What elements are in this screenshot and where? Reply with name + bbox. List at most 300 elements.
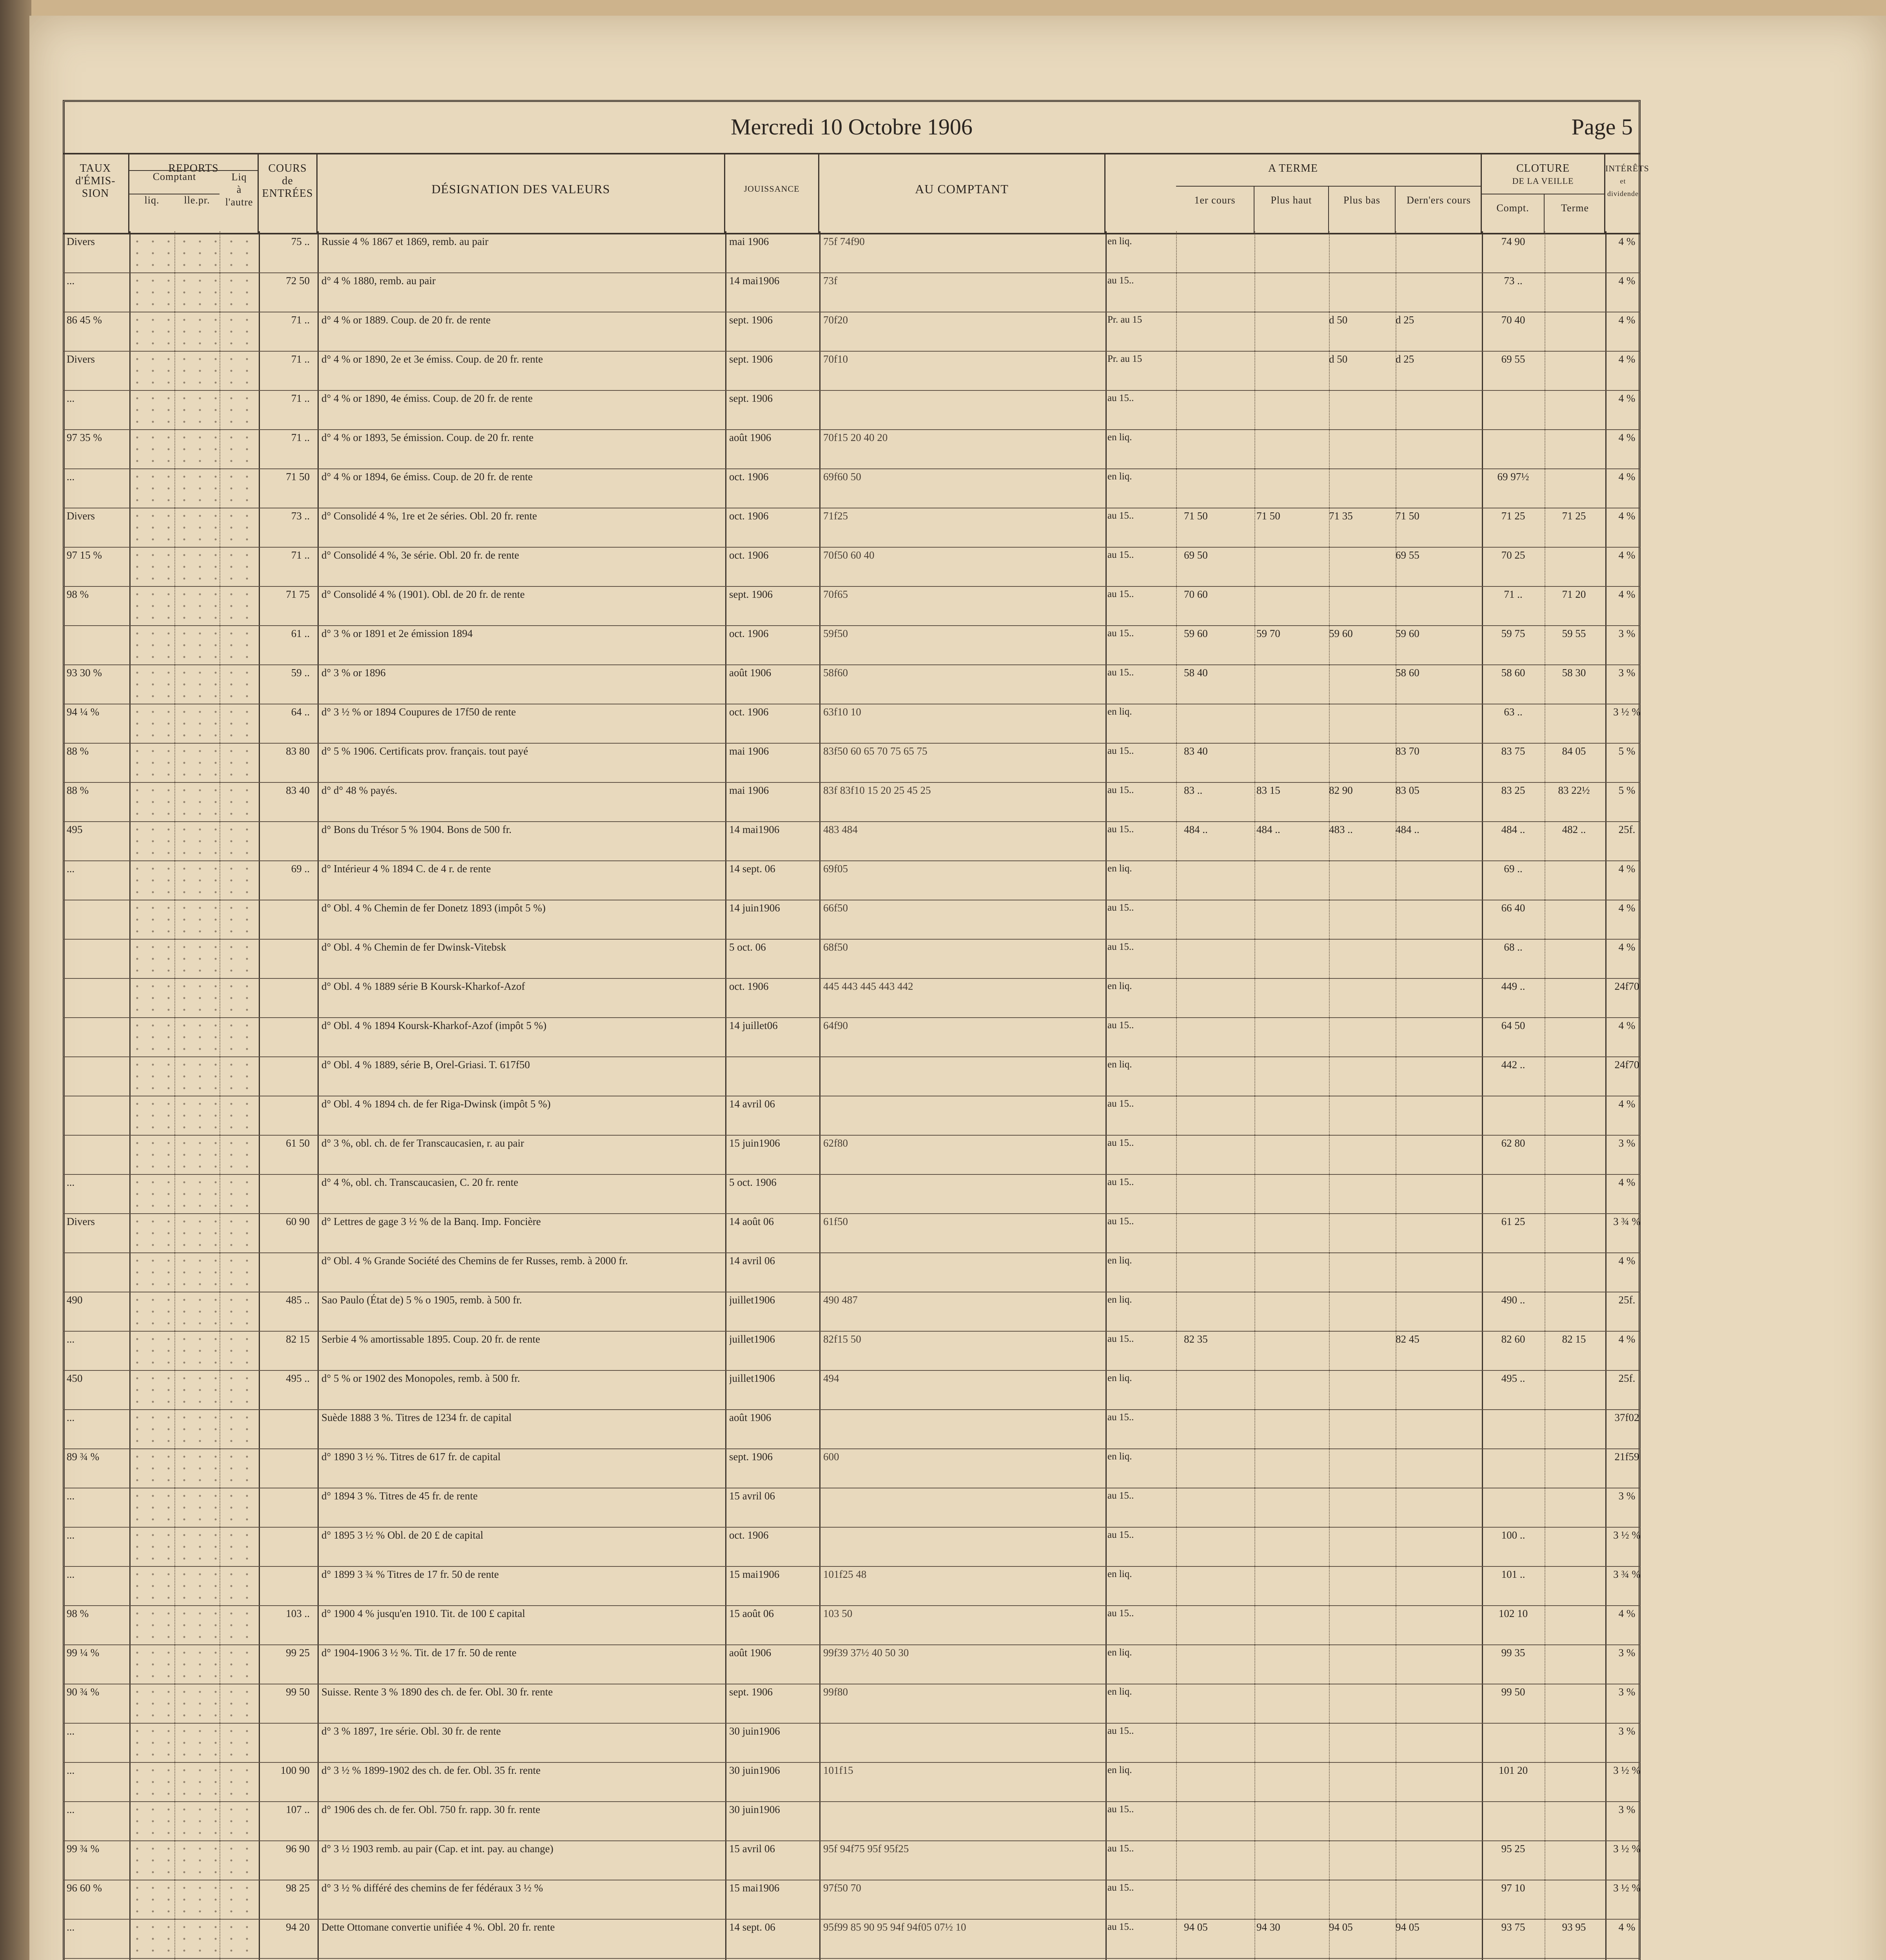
cell-jouis: mai 1906	[729, 745, 769, 757]
cell-t2: 484 ..	[1256, 824, 1280, 835]
cell-desig: d° 3 % or 1896	[321, 667, 386, 679]
cell-cours: 69 ..	[291, 863, 310, 875]
table-row	[63, 1292, 1641, 1332]
cell-desig: Russie 4 % 1867 et 1869, remb. au pair	[321, 236, 488, 247]
cell-terme: au 15..	[1107, 942, 1134, 952]
cell-t4: 83 05	[1396, 784, 1419, 796]
cell-int1: 4 %	[1618, 588, 1636, 600]
cell-taux: ...	[67, 1764, 75, 1776]
cell-taux: 98 %	[67, 588, 89, 600]
cell-int1: 3 %	[1618, 1686, 1636, 1698]
cell-cl1: 71 ..	[1504, 588, 1523, 600]
cell-int1: 25f.	[1618, 1372, 1636, 1384]
cell-taux: ...	[67, 1529, 75, 1541]
table-row	[63, 1213, 1641, 1253]
cell-int1: 4 %	[1618, 1608, 1636, 1619]
cell-int1: 3 ½ %	[1613, 706, 1641, 718]
cell-jouis: 30 juin1906	[729, 1764, 780, 1776]
cell-compt: 445 443 445 443 442	[823, 980, 913, 992]
cell-cours: 485 ..	[286, 1294, 310, 1306]
cell-cl1: 74 90	[1501, 236, 1525, 247]
cell-taux: 94 ¼ %	[67, 706, 100, 718]
cell-cours: 72 50	[286, 275, 310, 287]
cell-jouis: 15 mai1906	[729, 1882, 780, 1894]
cell-taux: 97 15 %	[67, 549, 102, 561]
table-row	[63, 1135, 1641, 1175]
cell-taux: ...	[67, 1333, 75, 1345]
report-dot-leaders	[129, 1843, 255, 1878]
table-row	[63, 704, 1641, 744]
cell-int1: 37f02	[1614, 1412, 1639, 1423]
cell-t2: 94 30	[1256, 1921, 1280, 1933]
cell-jouis: août 1906	[729, 432, 771, 443]
cell-compt: 68f50	[823, 941, 848, 953]
cell-int1: 4 %	[1618, 549, 1636, 561]
cell-int1: 4 %	[1618, 902, 1636, 914]
cell-taux: 490	[67, 1294, 83, 1306]
cell-cl2: 58 30	[1562, 667, 1586, 679]
header-a-terme	[1105, 154, 1482, 233]
cell-int1: 3 ¾ %	[1613, 1568, 1641, 1580]
cell-taux: 93 30 %	[67, 667, 102, 679]
report-dot-leaders	[129, 432, 255, 467]
cell-int1: 4 %	[1618, 1098, 1636, 1110]
cell-desig: d° Obl. 4 % Chemin de fer Donetz 1893 (impôt 5 %)	[321, 902, 546, 914]
cell-cl1: 93 75	[1501, 1921, 1525, 1933]
cell-t3: 59 60	[1329, 628, 1353, 639]
cell-cl1: 97 10	[1501, 1882, 1525, 1894]
cell-compt: 99f39 37½ 40 50 30	[823, 1647, 909, 1659]
report-dot-leaders	[129, 1176, 255, 1212]
cell-terme: au 15..	[1107, 1412, 1134, 1423]
table-row	[63, 390, 1641, 430]
table-row	[63, 547, 1641, 587]
cell-terme: au 15..	[1107, 275, 1134, 286]
cell-desig: d° 1904-1906 3 ½ %. Tit. de 17 fr. 50 de rente	[321, 1647, 517, 1659]
cell-jouis: 15 août 06	[729, 1608, 774, 1619]
cell-desig: d° 1895 3 ½ % Obl. de 20 £ de capital	[321, 1529, 483, 1541]
table-row	[63, 1605, 1641, 1645]
cell-taux: 97 35 %	[67, 432, 102, 443]
table-row	[63, 1762, 1641, 1802]
table-row	[63, 429, 1641, 469]
report-dot-leaders	[129, 1137, 255, 1172]
header-comptant: Comptant	[129, 170, 220, 194]
cell-cl1: 59 75	[1501, 628, 1525, 639]
cell-cl1: 495 ..	[1501, 1372, 1525, 1384]
header-terme: Terme	[1545, 194, 1605, 233]
cell-jouis: août 1906	[729, 667, 771, 679]
header-liq-autre	[220, 170, 259, 233]
cell-cl2: 84 05	[1562, 745, 1586, 757]
report-dot-leaders	[129, 1216, 255, 1251]
cell-cl1: 99 35	[1501, 1647, 1525, 1659]
cell-int1: 4 %	[1618, 275, 1636, 287]
table-row	[63, 1488, 1641, 1528]
table-row	[63, 351, 1641, 391]
cell-compt: 101f25 48	[823, 1568, 867, 1580]
cell-int1: 4 %	[1618, 941, 1636, 953]
table-row	[63, 1096, 1641, 1136]
cell-cl2: 482 ..	[1562, 824, 1586, 835]
cell-jouis: oct. 1906	[729, 628, 769, 639]
cell-terme: en liq.	[1107, 236, 1132, 247]
cell-jouis: oct. 1906	[729, 510, 769, 522]
header-dernier-cours: Dern'ers cours	[1396, 186, 1482, 233]
header-taux-1: TAUX	[80, 162, 111, 174]
report-dot-leaders	[129, 1804, 255, 1839]
cell-t3: 82 90	[1329, 784, 1353, 796]
report-dot-leaders	[129, 275, 255, 310]
cell-desig: Suède 1888 3 %. Titres de 1234 fr. de capital	[321, 1412, 512, 1423]
report-dot-leaders	[129, 1490, 255, 1525]
cell-jouis: 14 mai1906	[729, 275, 780, 287]
cell-t3: 71 35	[1329, 510, 1353, 522]
cell-int1: 3 ¾ %	[1613, 1216, 1641, 1227]
cell-desig: Dette Ottomane convertie unifiée 4 %. Obl. 20 fr. rente	[321, 1921, 555, 1933]
cell-cl2: 83 22½	[1558, 784, 1590, 796]
cell-desig: d° Lettres de gage 3 ½ % de la Banq. Imp. Foncière	[321, 1216, 541, 1227]
header-jouissance: JOUISSANCE	[725, 154, 819, 233]
cell-cl2: 82 15	[1562, 1333, 1586, 1345]
cell-cours: 83 80	[286, 745, 310, 757]
cell-jouis: sept. 1906	[729, 392, 773, 404]
header-cloture-label: CLOTURE	[1516, 162, 1570, 174]
cell-compt: 70f50 60 40	[823, 549, 875, 561]
report-dot-leaders	[129, 784, 255, 820]
table-row	[63, 312, 1641, 352]
cell-jouis: 14 sept. 06	[729, 1921, 775, 1933]
cell-terme: en liq.	[1107, 1373, 1132, 1383]
table-row	[63, 1801, 1641, 1841]
cell-taux: 88 %	[67, 784, 89, 796]
cell-terme: en liq.	[1107, 471, 1132, 482]
cell-jouis: juillet1906	[729, 1333, 775, 1345]
cell-taux: 89 ¾ %	[67, 1451, 100, 1463]
cell-desig: d° d° 48 % payés.	[321, 784, 398, 796]
cell-jouis: août 1906	[729, 1647, 771, 1659]
report-dot-leaders	[129, 1568, 255, 1604]
cell-int1: 3 %	[1618, 667, 1636, 679]
cell-cours: 71 ..	[291, 432, 310, 443]
cell-terme: au 15..	[1107, 824, 1134, 835]
cell-taux: ...	[67, 1804, 75, 1815]
cell-compt: 97f50 70	[823, 1882, 861, 1894]
cell-cl1: 101 20	[1498, 1764, 1528, 1776]
cell-cl1: 83 25	[1501, 784, 1525, 796]
header-taux-2: d'ÉMIS-	[75, 175, 116, 187]
cell-compt: 82f15 50	[823, 1333, 861, 1345]
table-row	[63, 1958, 1641, 1960]
cell-desig: d° 3 ½ % or 1894 Coupures de 17f50 de rente	[321, 706, 516, 718]
cell-terme: en liq.	[1107, 981, 1132, 991]
cell-taux: ...	[67, 863, 75, 875]
cell-desig: d° 5 % or 1902 des Monopoles, remb. à 500 fr.	[321, 1372, 520, 1384]
cell-t1: 94 05	[1184, 1921, 1208, 1933]
cell-desig: Suisse. Rente 3 % 1890 des ch. de fer. Obl. 30 fr. rente	[321, 1686, 553, 1698]
report-dot-leaders	[129, 1686, 255, 1721]
table-row	[63, 468, 1641, 508]
cell-int1: 25f.	[1618, 824, 1636, 835]
cell-compt: 483 484	[823, 824, 858, 835]
header-premier-cours: 1er cours	[1176, 186, 1254, 233]
cell-terme: au 15..	[1107, 510, 1134, 521]
header-reports-label: REPORTS	[168, 162, 219, 174]
header-a-terme-label: A TERME	[1268, 162, 1318, 174]
cell-int1: 4 %	[1618, 432, 1636, 443]
cell-jouis: oct. 1906	[729, 706, 769, 718]
cell-taux: 90 ¾ %	[67, 1686, 100, 1698]
cell-compt: 95f 94f75 95f 95f25	[823, 1843, 909, 1855]
cell-int1: 24f70	[1614, 980, 1639, 992]
report-dot-leaders	[129, 1412, 255, 1447]
report-dot-leaders	[129, 1882, 255, 1917]
header-cours-1: COURS	[268, 162, 307, 174]
cell-desig: Sao Paulo (État de) 5 % o 1905, remb. à 500 fr.	[321, 1294, 522, 1306]
cell-cours: 82 15	[286, 1333, 310, 1345]
cell-terme: en liq.	[1107, 432, 1132, 443]
header-liq-autre-1: Liq	[231, 171, 247, 183]
report-dot-leaders	[129, 471, 255, 506]
cell-desig: d° 1894 3 %. Titres de 45 fr. de rente	[321, 1490, 478, 1502]
cell-t1: 70 60	[1184, 588, 1208, 600]
cell-jouis: oct. 1906	[729, 980, 769, 992]
report-dot-leaders	[129, 941, 255, 976]
cell-t1: 59 60	[1184, 628, 1208, 639]
cell-desig: Serbie 4 % amortissable 1895. Coup. 20 fr. de rente	[321, 1333, 540, 1345]
cell-taux: ...	[67, 1176, 75, 1188]
report-dot-leaders	[129, 1294, 255, 1329]
cell-taux: ...	[67, 392, 75, 404]
cell-compt: 83f 83f10 15 20 25 45 25	[823, 784, 931, 796]
cell-desig: d° Obl. 4 % 1894 ch. de fer Riga-Dwinsk (impôt 5 %)	[321, 1098, 551, 1110]
cell-taux: 495	[67, 824, 83, 835]
cell-cl1: 71 25	[1501, 510, 1525, 522]
cell-compt: 58f60	[823, 667, 848, 679]
cell-int1: 25f.	[1618, 1294, 1636, 1306]
cell-desig: d° Consolidé 4 % (1901). Obl. de 20 fr. de rente	[321, 588, 525, 600]
cell-jouis: sept. 1906	[729, 353, 773, 365]
table-row	[63, 860, 1641, 900]
cell-int1: 5 %	[1618, 784, 1636, 796]
cell-terme: au 15..	[1107, 667, 1134, 678]
cell-desig: d° Obl. 4 % Chemin de fer Dwinsk-Vitebsk	[321, 941, 506, 953]
report-dot-leaders	[129, 980, 255, 1016]
cell-cl1: 70 40	[1501, 314, 1525, 326]
report-dot-leaders	[129, 1333, 255, 1368]
table-row	[63, 1919, 1641, 1959]
cell-compt: 600	[823, 1451, 839, 1463]
cell-int1: 4 %	[1618, 314, 1636, 326]
table-row	[63, 743, 1641, 783]
cell-jouis: 15 avril 06	[729, 1843, 775, 1855]
cell-desig: d° Obl. 4 % 1894 Koursk-Kharkof-Azof (impôt 5 %)	[321, 1020, 546, 1031]
cell-int1: 24f70	[1614, 1059, 1639, 1071]
table-row	[63, 1566, 1641, 1606]
cell-int1: 5 %	[1618, 745, 1636, 757]
table-row	[63, 1448, 1641, 1488]
cell-jouis: oct. 1906	[729, 549, 769, 561]
cell-terme: en liq.	[1107, 1686, 1132, 1697]
cell-int1: 3 ½ %	[1613, 1529, 1641, 1541]
cell-int1: 4 %	[1618, 471, 1636, 483]
cell-t2: 59 70	[1256, 628, 1280, 639]
cell-jouis: août 1906	[729, 1412, 771, 1423]
cell-terme: en liq.	[1107, 1765, 1132, 1775]
report-dot-leaders	[129, 1647, 255, 1682]
cell-desig: d° 3 ½ % 1899-1902 des ch. de fer. Obl. 35 fr. rente	[321, 1764, 541, 1776]
cell-taux: Divers	[67, 236, 95, 247]
table-row	[63, 1017, 1641, 1057]
cell-terme: au 15..	[1107, 1020, 1134, 1031]
report-dot-leaders	[129, 824, 255, 859]
cell-taux: 99 ¼ %	[67, 1647, 100, 1659]
cell-t3: 94 05	[1329, 1921, 1353, 1933]
cell-jouis: 15 juin1906	[729, 1137, 780, 1149]
cell-taux: 86 45 %	[67, 314, 102, 326]
cell-int1: 4 %	[1618, 510, 1636, 522]
report-dot-leaders	[129, 863, 255, 898]
cell-terme: au 15..	[1107, 746, 1134, 756]
cell-cours: 83 40	[286, 784, 310, 796]
cell-desig: d° 1900 4 % jusqu'en 1910. Tit. de 100 £ capital	[321, 1608, 525, 1619]
cell-int1: 3 %	[1618, 1725, 1636, 1737]
cell-jouis: 14 avril 06	[729, 1098, 775, 1110]
cell-taux: ...	[67, 275, 75, 287]
cell-jouis: sept. 1906	[729, 1686, 773, 1698]
report-dot-leaders	[129, 1098, 255, 1133]
cell-t1: 82 35	[1184, 1333, 1208, 1345]
cell-int1: 3 ½ %	[1613, 1764, 1641, 1776]
report-dot-leaders	[129, 706, 255, 741]
cell-t4: 94 05	[1396, 1921, 1419, 1933]
cell-cours: 71 ..	[291, 314, 310, 326]
cell-terme: au 15..	[1107, 1098, 1134, 1109]
cell-t1: 71 50	[1184, 510, 1208, 522]
cell-t4: d 25	[1396, 314, 1414, 326]
cell-desig: d° Consolidé 4 %, 3e série. Obl. 20 fr. de rente	[321, 549, 519, 561]
cell-terme: au 15..	[1107, 1726, 1134, 1736]
cell-compt: 494	[823, 1372, 839, 1384]
cell-compt: 69f05	[823, 863, 848, 875]
cell-int1: 3 %	[1618, 1490, 1636, 1502]
column-headers	[63, 153, 1649, 234]
cell-compt: 70f65	[823, 588, 848, 600]
cell-int1: 4 %	[1618, 353, 1636, 365]
report-dot-leaders	[129, 588, 255, 624]
cell-int1: 3 %	[1618, 628, 1636, 639]
cell-cl1: 82 60	[1501, 1333, 1525, 1345]
cell-t4: 83 70	[1396, 745, 1419, 757]
cell-desig: d° 3 %, obl. ch. de fer Transcaucasien, r. au pair	[321, 1137, 524, 1149]
cell-taux: 96 60 %	[67, 1882, 102, 1894]
cell-compt: 99f80	[823, 1686, 848, 1698]
cell-jouis: mai 1906	[729, 784, 769, 796]
cell-cours: 103 ..	[286, 1608, 310, 1619]
cell-terme: au 15..	[1107, 589, 1134, 599]
report-dot-leaders	[129, 1608, 255, 1643]
report-dot-leaders	[129, 236, 255, 271]
cell-terme: en liq.	[1107, 1647, 1132, 1658]
cell-desig: d° 1906 des ch. de fer. Obl. 750 fr. rapp. 30 fr. rente	[321, 1804, 541, 1815]
cell-int1: 4 %	[1618, 1921, 1636, 1933]
cell-cl1: 63 ..	[1504, 706, 1523, 718]
cell-cl1: 95 25	[1501, 1843, 1525, 1855]
cell-t1: 69 50	[1184, 549, 1208, 561]
table-row	[63, 939, 1641, 979]
cell-jouis: 5 oct. 06	[729, 941, 766, 953]
page-date: Mercredi 10 Octobre 1906	[731, 114, 973, 140]
cell-t4: 82 45	[1396, 1333, 1419, 1345]
cell-jouis: 15 avril 06	[729, 1490, 775, 1502]
cell-jouis: mai 1906	[729, 236, 769, 247]
table-row	[63, 1880, 1641, 1920]
header-compt: Compt.	[1482, 194, 1545, 233]
cell-terme: Pr. au 15	[1107, 354, 1142, 364]
cell-jouis: oct. 1906	[729, 1529, 769, 1541]
table-row	[63, 900, 1641, 940]
cell-cl1: 101 ..	[1501, 1568, 1525, 1580]
cell-cl1: 70 25	[1501, 549, 1525, 561]
cell-taux: Divers	[67, 353, 95, 365]
cell-cl1: 99 50	[1501, 1686, 1525, 1698]
cell-int1: 4 %	[1618, 236, 1636, 247]
report-dot-leaders	[129, 1255, 255, 1290]
header-taux	[63, 154, 129, 233]
cell-t3: 483 ..	[1329, 824, 1353, 835]
cell-taux: 98 %	[67, 1608, 89, 1619]
header-liq-autre-3: l'autre	[225, 196, 253, 208]
cell-terme: Pr. au 15	[1107, 314, 1142, 325]
report-dot-leaders	[129, 314, 255, 349]
cell-terme: au 15..	[1107, 550, 1134, 560]
cell-jouis: 14 mai1906	[729, 824, 780, 835]
cell-taux: ...	[67, 471, 75, 483]
cell-desig: d° Obl. 4 % 1889, série B, Orel-Griasi. T. 617f50	[321, 1059, 530, 1071]
cell-int1: 3 %	[1618, 1137, 1636, 1149]
cell-terme: au 15..	[1107, 1882, 1134, 1893]
header-cours-2: de	[282, 175, 293, 187]
cell-terme: en liq.	[1107, 706, 1132, 717]
header-cloture	[1482, 154, 1605, 233]
cell-compt: 83f50 60 65 70 75 65 75	[823, 745, 928, 757]
cell-terme: en liq.	[1107, 863, 1132, 874]
cell-jouis: juillet1906	[729, 1294, 775, 1306]
cell-jouis: 14 juin1906	[729, 902, 780, 914]
cell-taux: ...	[67, 1412, 75, 1423]
cell-cours: 61 50	[286, 1137, 310, 1149]
cell-compt: 59f50	[823, 628, 848, 639]
header-interets	[1605, 154, 1649, 233]
cell-t4: 484 ..	[1396, 824, 1419, 835]
cell-t4: 58 60	[1396, 667, 1419, 679]
cell-jouis: oct. 1906	[729, 471, 769, 483]
report-dot-leaders	[129, 628, 255, 663]
cell-cours: 61 ..	[291, 628, 310, 639]
binding-edge	[0, 0, 31, 1960]
table-row	[63, 1174, 1641, 1214]
cell-cours: 73 ..	[291, 510, 310, 522]
cell-jouis: sept. 1906	[729, 588, 773, 600]
cell-jouis: juillet1906	[729, 1372, 775, 1384]
cell-cours: 99 50	[286, 1686, 310, 1698]
cell-cl1: 83 75	[1501, 745, 1525, 757]
cell-cl2: 93 95	[1562, 1921, 1586, 1933]
cell-cours: 96 90	[286, 1843, 310, 1855]
table-row	[63, 1527, 1641, 1567]
cell-t4: d 25	[1396, 353, 1414, 365]
report-dot-leaders	[129, 510, 255, 545]
